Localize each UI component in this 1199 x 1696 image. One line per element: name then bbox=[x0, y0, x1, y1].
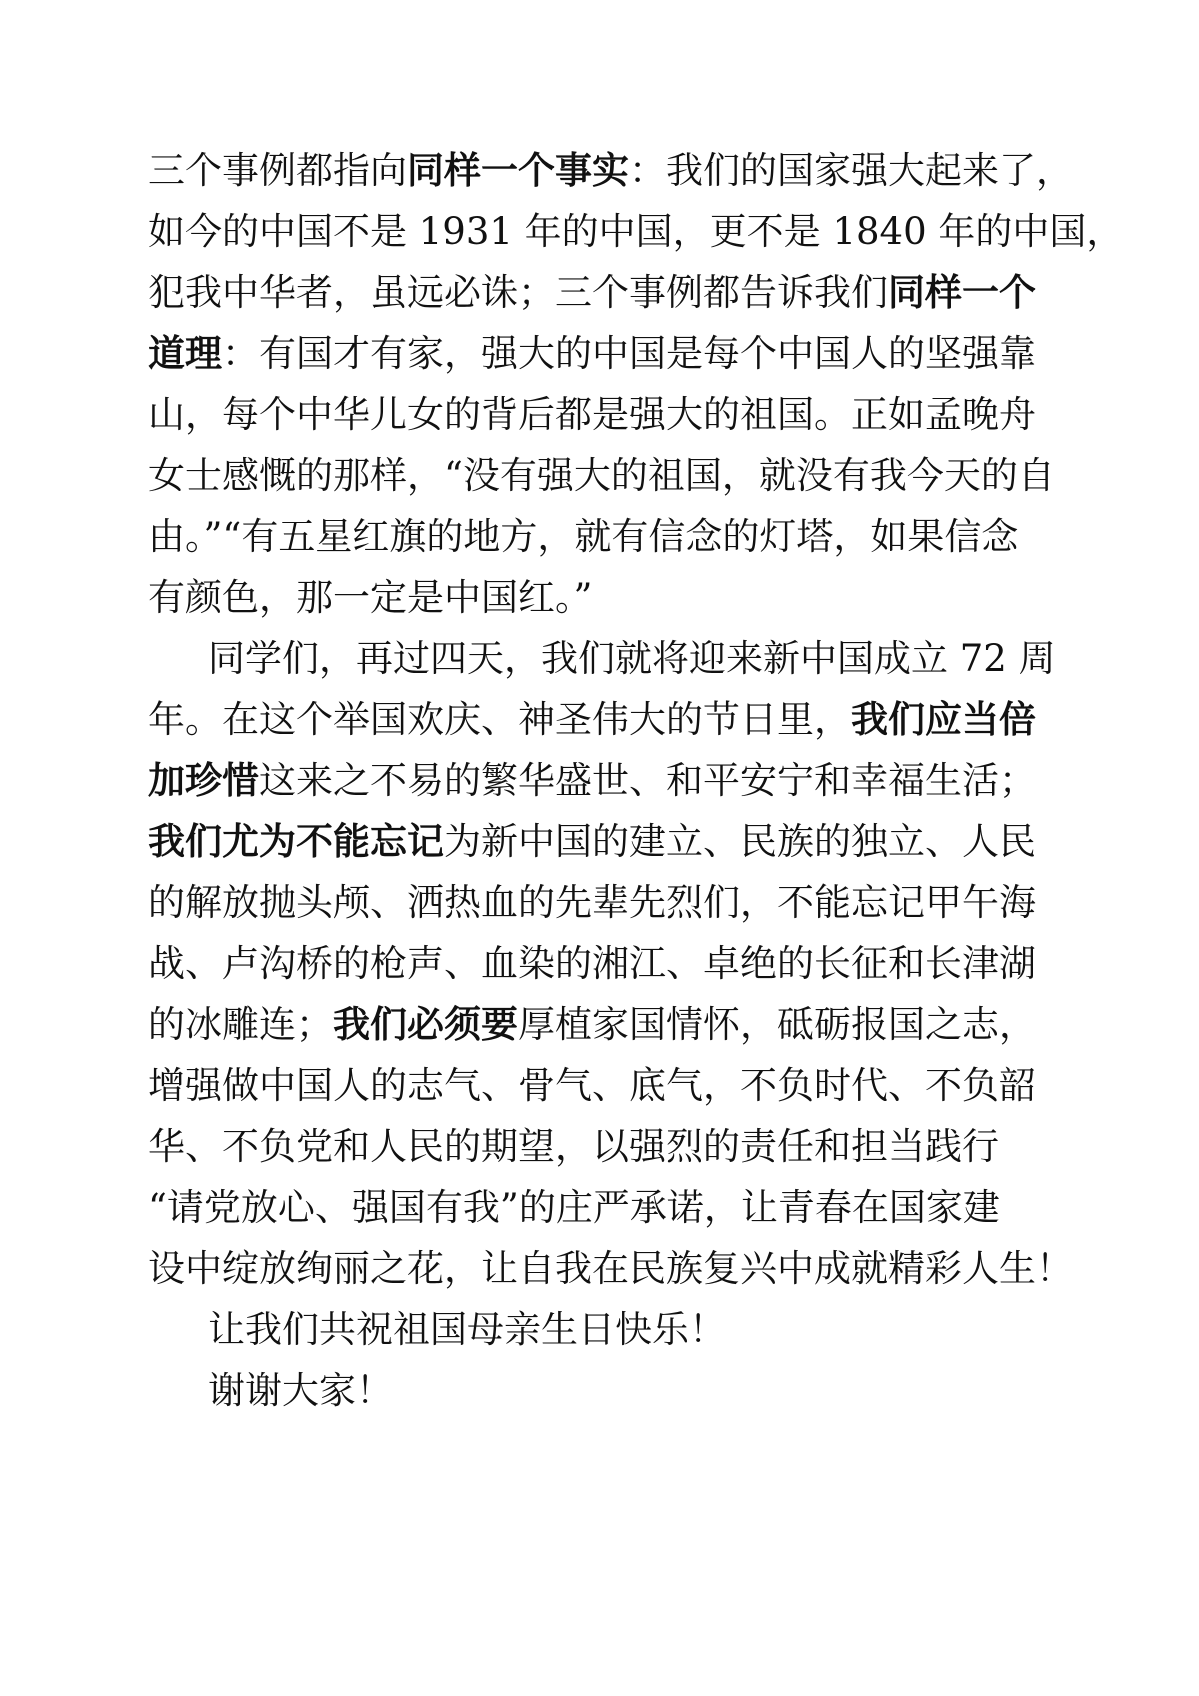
text-line bbox=[148, 994, 1036, 1055]
text-line bbox=[148, 384, 1036, 445]
text-line bbox=[148, 1116, 999, 1177]
emphasized-text: 我们尤为不能忘记 bbox=[148, 820, 444, 863]
body-text: 战、卢沟桥的枪声、血染的湘江、卓绝的长征和长津湖 bbox=[148, 942, 1036, 985]
emphasized-text: 我们应当倍 bbox=[851, 698, 1036, 741]
text-line bbox=[148, 445, 1055, 506]
body-text: 犯我中华者，虽远必诛；三个事例都告诉我们 bbox=[148, 271, 888, 314]
text-line bbox=[148, 262, 1036, 323]
emphasized-text: 我们必须要 bbox=[333, 1003, 518, 1046]
text-line bbox=[148, 811, 1036, 872]
text-line bbox=[148, 1177, 1000, 1238]
body-text: 谢谢大家！ bbox=[208, 1369, 393, 1412]
body-text: 女士感慨的那样，“没有强大的祖国，就没有我今天的自 bbox=[148, 454, 1055, 497]
text-line bbox=[148, 201, 1124, 262]
body-text: 为新中国的建立、民族的独立、人民 bbox=[444, 820, 1036, 863]
body-text: 有颜色，那一定是中国红。” bbox=[148, 576, 593, 619]
body-text: “请党放心、强国有我”的庄严承诺，让青春在国家建 bbox=[148, 1186, 1000, 1229]
text-line bbox=[148, 872, 1036, 933]
body-text: 如今的中国不是 1931 年的中国，更不是 1840 年的中国， bbox=[148, 210, 1124, 253]
body-text: 厚植家国情怀，砥砺报国之志， bbox=[518, 1003, 1036, 1046]
body-text: 的冰雕连； bbox=[148, 1003, 333, 1046]
text-line bbox=[148, 140, 1073, 201]
body-text: 由。”“有五星红旗的地方，就有信念的灯塔，如果信念 bbox=[148, 515, 1019, 558]
text-line bbox=[148, 1360, 968, 1421]
emphasized-text: 同样一个事实 bbox=[407, 149, 629, 192]
document-body-text bbox=[148, 140, 1124, 1421]
text-line bbox=[148, 567, 968, 628]
text-line bbox=[148, 1238, 1073, 1299]
body-text: 增强做中国人的志气、骨气、底气，不负时代、不负韶 bbox=[148, 1064, 1036, 1107]
emphasized-text: 加珍惜 bbox=[148, 759, 259, 802]
text-line bbox=[148, 1055, 1036, 1116]
body-text: ：我们的国家强大起来了， bbox=[629, 149, 1073, 192]
emphasized-text: 同样一个 bbox=[888, 271, 1036, 314]
emphasized-text: 道理 bbox=[148, 332, 222, 375]
text-line bbox=[148, 506, 1019, 567]
text-line bbox=[148, 689, 1036, 750]
body-text: 山，每个中华儿女的背后都是强大的祖国。正如孟晚舟 bbox=[148, 393, 1036, 436]
body-text: 年。在这个举国欢庆、神圣伟大的节日里， bbox=[148, 698, 851, 741]
body-text: 同学们，再过四天，我们就将迎来新中国成立 72 周 bbox=[208, 637, 1056, 680]
body-text: 的解放抛头颅、洒热血的先辈先烈们，不能忘记甲午海 bbox=[148, 881, 1036, 924]
text-line bbox=[148, 750, 1036, 811]
body-text: 让我们共祝祖国母亲生日快乐！ bbox=[208, 1308, 726, 1351]
body-text: 三个事例都指向 bbox=[148, 149, 407, 192]
body-text: ：有国才有家，强大的中国是每个中国人的坚强靠 bbox=[222, 332, 1036, 375]
body-text: 设中绽放绚丽之花，让自我在民族复兴中成就精彩人生！ bbox=[148, 1247, 1073, 1290]
text-line bbox=[148, 628, 1056, 689]
body-text: 这来之不易的繁华盛世、和平安宁和幸福生活； bbox=[259, 759, 1036, 802]
text-line bbox=[148, 933, 1036, 994]
text-line bbox=[148, 1299, 968, 1360]
text-line bbox=[148, 323, 1036, 384]
body-text: 华、不负党和人民的期望，以强烈的责任和担当践行 bbox=[148, 1125, 999, 1168]
